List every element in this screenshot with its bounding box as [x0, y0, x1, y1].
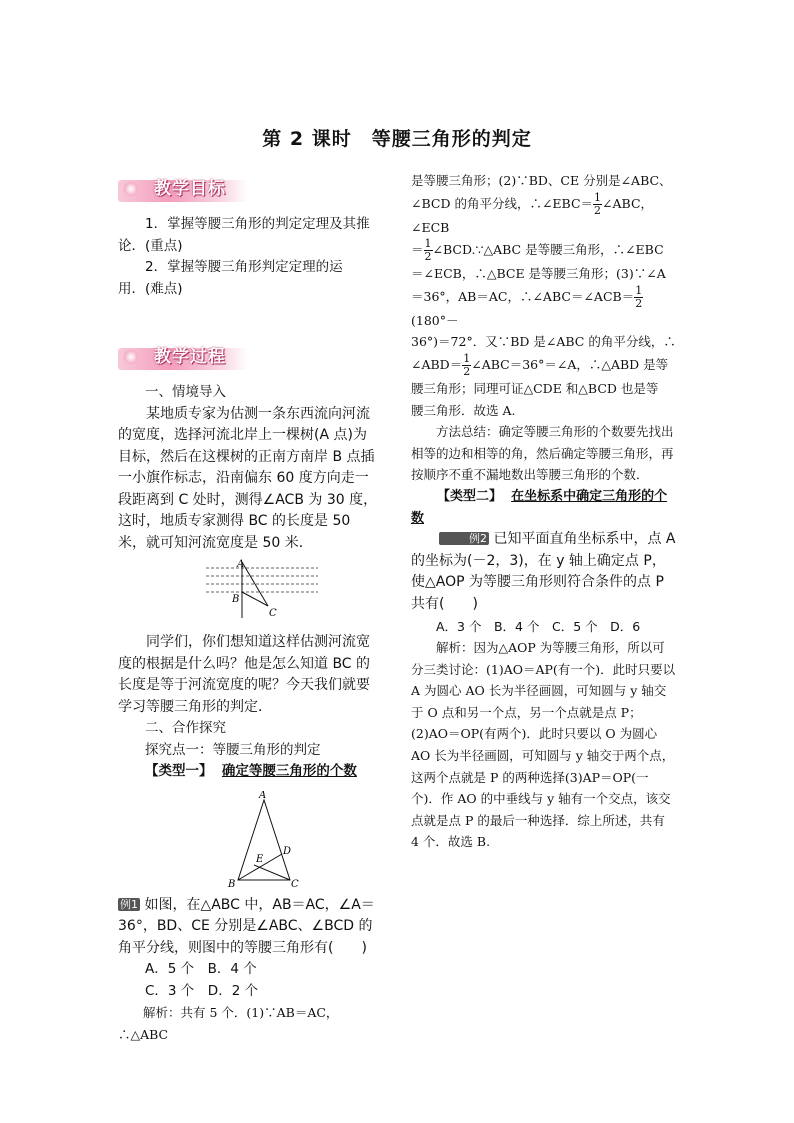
- goal-1-cont: 论．(重点): [118, 237, 183, 254]
- solution-line: 36°)＝72°．又∵BD 是∠ABC 的角平分线，∴: [411, 334, 676, 350]
- example-1-options-cd: C．3 个 D．2 个: [145, 982, 259, 999]
- solution-line: ＝∠ECB，∴△BCE 是等腰三角形；(3)∵∠A: [411, 266, 666, 282]
- fig1-label-c: C: [269, 608, 277, 619]
- lesson-number: 第 2 课时: [262, 128, 352, 150]
- example-2-tag: 例2: [439, 532, 489, 545]
- section-heading-intro: 一、情境导入: [145, 384, 226, 400]
- lesson-title: 等腰三角形的判定: [371, 128, 532, 150]
- example-1-options-ab: A．5 个 B．4 个: [145, 961, 257, 977]
- explore-point-1: 探究点一：等腰三角形的判定: [145, 741, 321, 758]
- fig2-label-a: A: [259, 790, 267, 801]
- triangle-figure: [118, 791, 380, 891]
- section-heading-explore: 二、合作探究: [145, 720, 226, 736]
- teaching-goals-banner: 教学目标: [118, 176, 253, 204]
- right-column: [411, 170, 676, 853]
- fraction-half: $\frac{1}{2}$: [594, 190, 602, 217]
- example-2: 例2 已知平面直角坐标系中，点 A 的坐标为(－2，3)，在 y 轴上确定点 P，使△AOP 为等腰三角形则符合条件的点 P 共有( ): [411, 531, 676, 612]
- teaching-process-banner: 教学过程: [118, 344, 253, 372]
- page-title: [0, 124, 794, 151]
- question-paragraph: 同学们，你们想知道这样估测河流宽度的根据是什么吗？他是怎么知道 BC 的长度是等于河流宽度的呢？今天我们就要学习等腰三角形的判定．: [118, 634, 371, 715]
- left-column: [118, 170, 380, 1045]
- fig2-label-e: E: [256, 853, 264, 865]
- example-1-tag: 例1: [120, 897, 138, 911]
- fig2-label-b: B: [228, 878, 236, 890]
- fraction-half: $\frac{1}{2}$: [424, 237, 432, 264]
- example-2-solution: 解析：因为△AOP 为等腰三角形，所以可分三类讨论：(1)AO＝AP(有一个)．此时只要以 A 为圆心 AO 长为半径画圆，可知圆与 y 轴交于 O 点和另一个点，另一个点就是点 P；(2)AO＝OP(有两个)．此时只要以 O 为圆心 AO 长为半径画圆，可知圆与 y 轴交于两个点，这两个点就是 P 的两种选择(3)AP＝OP(一个)．作 AO 的中垂线与 y 轴有一个交点，该交点就是点 P 的最后一种选择．综上所述，共有 4 个．故选 B.: [411, 640, 676, 850]
- banner-dot-icon: [124, 182, 138, 196]
- fig1-label-a: A: [237, 559, 245, 570]
- example-2-options: A．3 个 B．4 个 C．5 个 D．6: [436, 618, 641, 634]
- solution-line: 腰三角形；同理可证△CDE 和△BCD 也是等: [411, 380, 659, 396]
- example-1: 例1 如图，在△ABC 中，AB＝AC，∠A＝36°，BD、CE 分别是∠ABC、∠BCD 的角平分线，则图中的等腰三角形有( ): [118, 896, 375, 956]
- intro-paragraph: 某地质专家为估测一条东西流向河流的宽度，选择河流北岸上一棵树(A 点)为目标，然后在这棵树的正南方南岸 B 点插一小旗作标志，沿南偏东 60 度方向走一段距离到 C 处时，测得∠ACB 为 30 度，这时，地质专家测得 BC 的长度是 50 米，就可知河流宽度是 50 米．: [118, 405, 378, 551]
- fraction-half: $\frac{1}{2}$: [463, 351, 471, 378]
- method-summary: 方法总结：确定等腰三角形的个数要先找出相等的边和相等的角，然后确定等腰三角形，再按顺序不重不漏地数出等腰三角形的个数．: [411, 424, 674, 483]
- fig1-label-b: B: [232, 594, 240, 605]
- type-2-heading: 【类型二】 在坐标系中确定三角形的个数: [411, 488, 668, 526]
- solution-line: 是等腰三角形；(2)∵BD、CE 分别是∠ABC、: [411, 173, 672, 188]
- solution-line: ∠BCD 的角平分线，∴∠EBC＝ $\frac{1}{2}$ ∠ABC，∠ECB: [411, 190, 654, 235]
- fig2-label-d: D: [283, 845, 292, 857]
- solution-line: 腰三角形．故选 A.: [411, 402, 516, 418]
- type-1-heading: 【类型一】 确定等腰三角形的个数: [145, 763, 357, 779]
- banner-dot-icon: [124, 350, 138, 364]
- fraction-half: $\frac{1}{2}$: [635, 283, 643, 310]
- goal-1: 1．掌握等腰三角形的判定定理及其推: [145, 216, 370, 232]
- solution-line: ＝ $\frac{1}{2}$ ∠BCD.∵△ABC 是等腰三角形，∴∠EBC: [411, 237, 664, 264]
- fig2-label-c: C: [291, 878, 299, 890]
- solution-line: ∠ABD＝ $\frac{1}{2}$ ∠ABC＝36°＝∠A，∴△ABD 是等: [411, 351, 669, 378]
- river-figure: [118, 558, 380, 630]
- solution-line: ＝36°，AB＝AC，∴∠ABC＝∠ACB＝ $\frac{1}{2}$ (180°－: [411, 283, 643, 328]
- example-1-solution-start: 解析：共有 5 个．(1)∵AB＝AC，∴△ABC: [118, 1005, 339, 1042]
- goal-2-cont: 用．(难点): [118, 280, 183, 297]
- goal-2: 2．掌握等腰三角形判定定理的运: [145, 259, 343, 275]
